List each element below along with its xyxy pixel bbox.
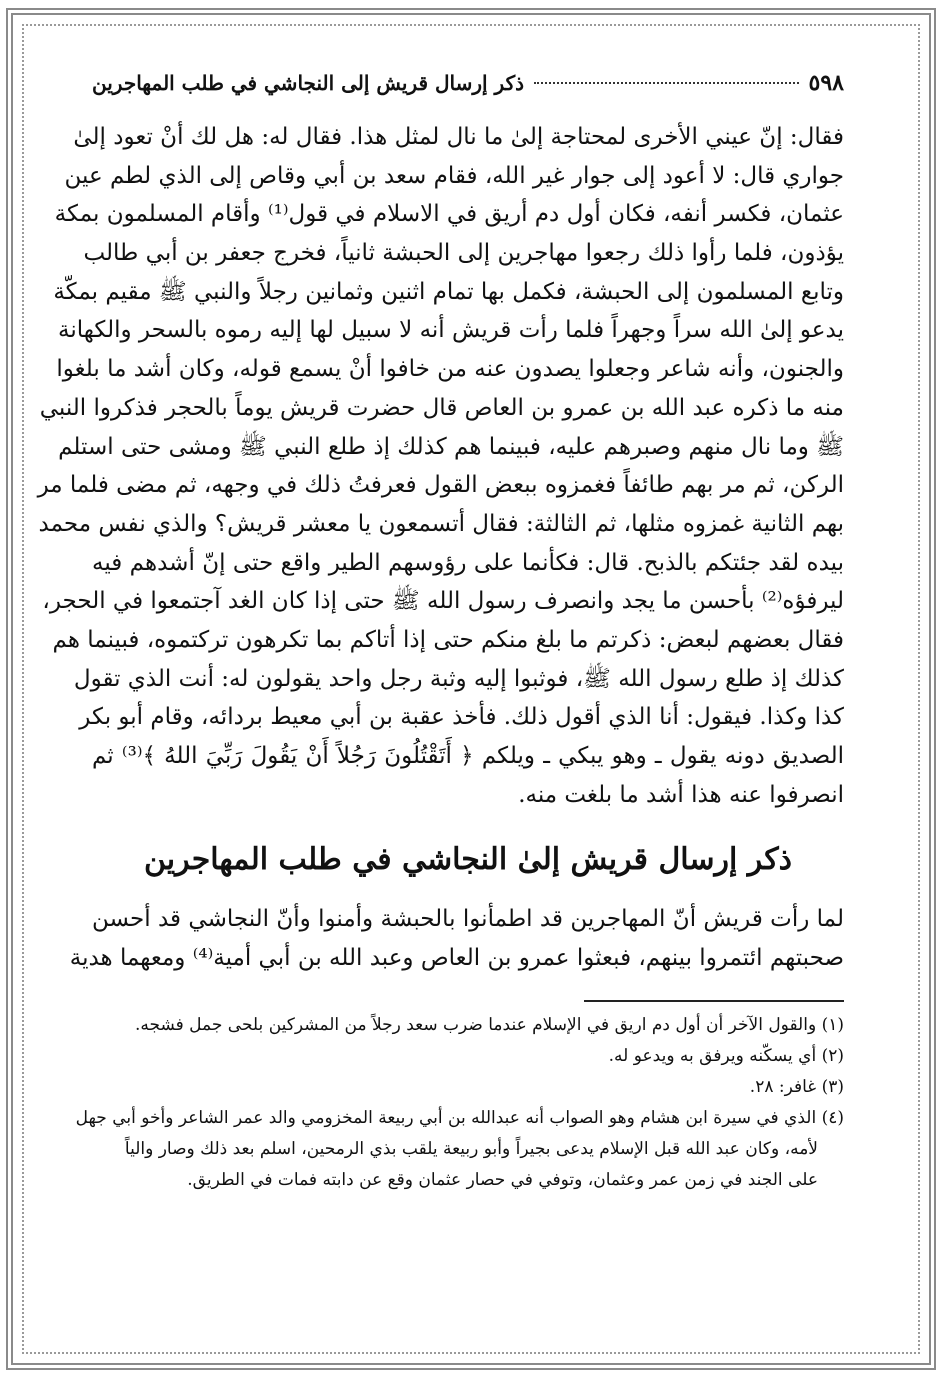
header-dotted-leader (534, 82, 799, 84)
footnote-separator (584, 1000, 844, 1002)
page-number: ٥٩٨ (808, 70, 844, 96)
text-line: انصرفوا عنه هذا أشد ما بلغت منه. (518, 781, 844, 808)
text-line: يدعو إلىٰ الله سراً وجهراً فلما رأت قريش أنه لا سبيل لها إليه رموه بالسحر والكهانة (58, 317, 844, 344)
text-line: عثمان، فكسر أنفه، فكان أول دم أريق في الاسلام في قول⁽¹⁾ وأقام المسلمون بمكة (54, 201, 844, 228)
book-page (37, 70, 844, 1196)
text-line: فقال: إنّ عيني الأخرى لمحتاجة إلىٰ ما نال لمثل هذا. فقال له: هل لك أنْ تعود إلىٰ (73, 124, 844, 150)
text-line: يؤذون، فلما رأوا ذلك رجعوا مهاجرين إلى الحبشة ثانياً، فخرج جعفر بن أبي طالب (83, 240, 844, 267)
footnote: (٣) غافر: ٢٨. (749, 1076, 844, 1097)
running-header (92, 70, 844, 118)
section-text (69, 900, 844, 977)
footnote: (٢) أي يسكّنه ويرفق به ويدعو له. (608, 1045, 844, 1066)
text-line: منه ما ذكره عبد الله بن عمرو بن العاص قال حضرت قريش يوماً بالحجر فذكروا النبي (39, 394, 844, 421)
section-heading: ذكر إرسال قريش إلىٰ النجاشي في طلب المهاجرين (143, 842, 793, 878)
footnote: (٤) الذي في سيرة ابن هشام وهو الصواب أنه عبدالله بن أبي ربيعة المخزومي والد عمر الشاعر وأخو أبي جهل (75, 1107, 844, 1128)
main-text (37, 118, 844, 814)
text-line: فقال بعضهم لبعض: ذكرتم ما بلغ منكم حتى إذا أتاكم بما تكرهون تركتموه، فبينما هم (52, 626, 844, 653)
text-line: صحبتهم ائتمروا بينهم، فبعثوا عمرو بن العاص وعبد الله بن أبي أمية⁽⁴⁾ ومعهما هدية (69, 945, 844, 972)
text-line: ﷺ وما نال منهم وصبرهم عليه، فبينما هم كذلك إذ طلع النبي ﷺ ومشى حتى استلم (58, 433, 844, 460)
footnotes (75, 1010, 844, 1196)
text-line: الصديق دونه يقول ـ وهو يبكي ـ ويلكم ﴿ أَتَقْتُلُونَ رَجُلاً أَنْ يَقُولَ رَبِّيَ اللهُ ﴾⁽³⁾ ثم (92, 743, 844, 769)
text-line: كذلك إذ طلع رسول الله ﷺ، فوثبوا إليه وثبة رجل واحد يقولون له: أنت الذي تقول (73, 665, 844, 692)
text-line: ليرفؤه⁽²⁾ بأحسن ما يجد وانصرف رسول الله ﷺ حتى إذا كان الغد آجتمعوا في الحجر، (42, 588, 844, 615)
running-header-title: ذكر إرسال قريش إلى النجاشي في طلب المهاجرين (92, 71, 525, 95)
text-line: بهم الثانية غمزوه مثلها، ثم الثالثة: فقال أتسمعون يا معشر قريش؟ والذي نفس محمد (38, 510, 844, 537)
text-line: الركن، ثم مر بهم طائفاً فغمزوه ببعض القول فعرفتُ ذلك في وجهه، ثم مضى فلما مر (37, 472, 844, 499)
footnote-continuation: على الجند في زمن عمر وعثمان، وتوفي في حصار عثمان وقع عن دابته فمات في الطريق. (187, 1169, 818, 1190)
text-line: لما رأت قريش أنّ المهاجرين قد اطمأنوا بالحبشة وأمنوا وأنّ النجاشي قد أحسن (92, 906, 844, 933)
footnote: (١) والقول الآخر أن أول دم اريق في الإسلام عندما ضرب سعد رجلاً من المشركين بلحى جمل فشجه. (134, 1014, 844, 1035)
text-line: بيده لقد جئتكم بالذبح. قال: فكأنما على رؤوسهم الطير واقع حتى إنّ أشدهم فيه (92, 549, 844, 576)
footnote-continuation: لأمه، وكان عبد الله قبل الإسلام يدعى بجيراً وأبو ربيعة يلقب بذي الرمحين، اسلم بعد ذلك وصار والياً (124, 1138, 818, 1159)
text-line: جواري قال: لا أعود إلى جوار غير الله، فقام سعد بن أبي وقاص إلى الذي لطم عين (64, 162, 844, 189)
text-line: كذا وكذا. فيقول: أنا الذي أقول ذلك. فأخذ عقبة بن أبي معيط بردائه، وقام أبو بكر (79, 704, 844, 731)
text-line: وتابع المسلمون إلى الحبشة، فكمل بها تمام اثنين وثمانين رجلاً والنبي ﷺ مقيم بمكّة (53, 278, 844, 305)
text-line: والجنون، وأنه شاعر وجعلوا يصدون عنه من خافوا أنْ يسمع قوله، وكان أشد ما بلغوا (56, 356, 844, 383)
